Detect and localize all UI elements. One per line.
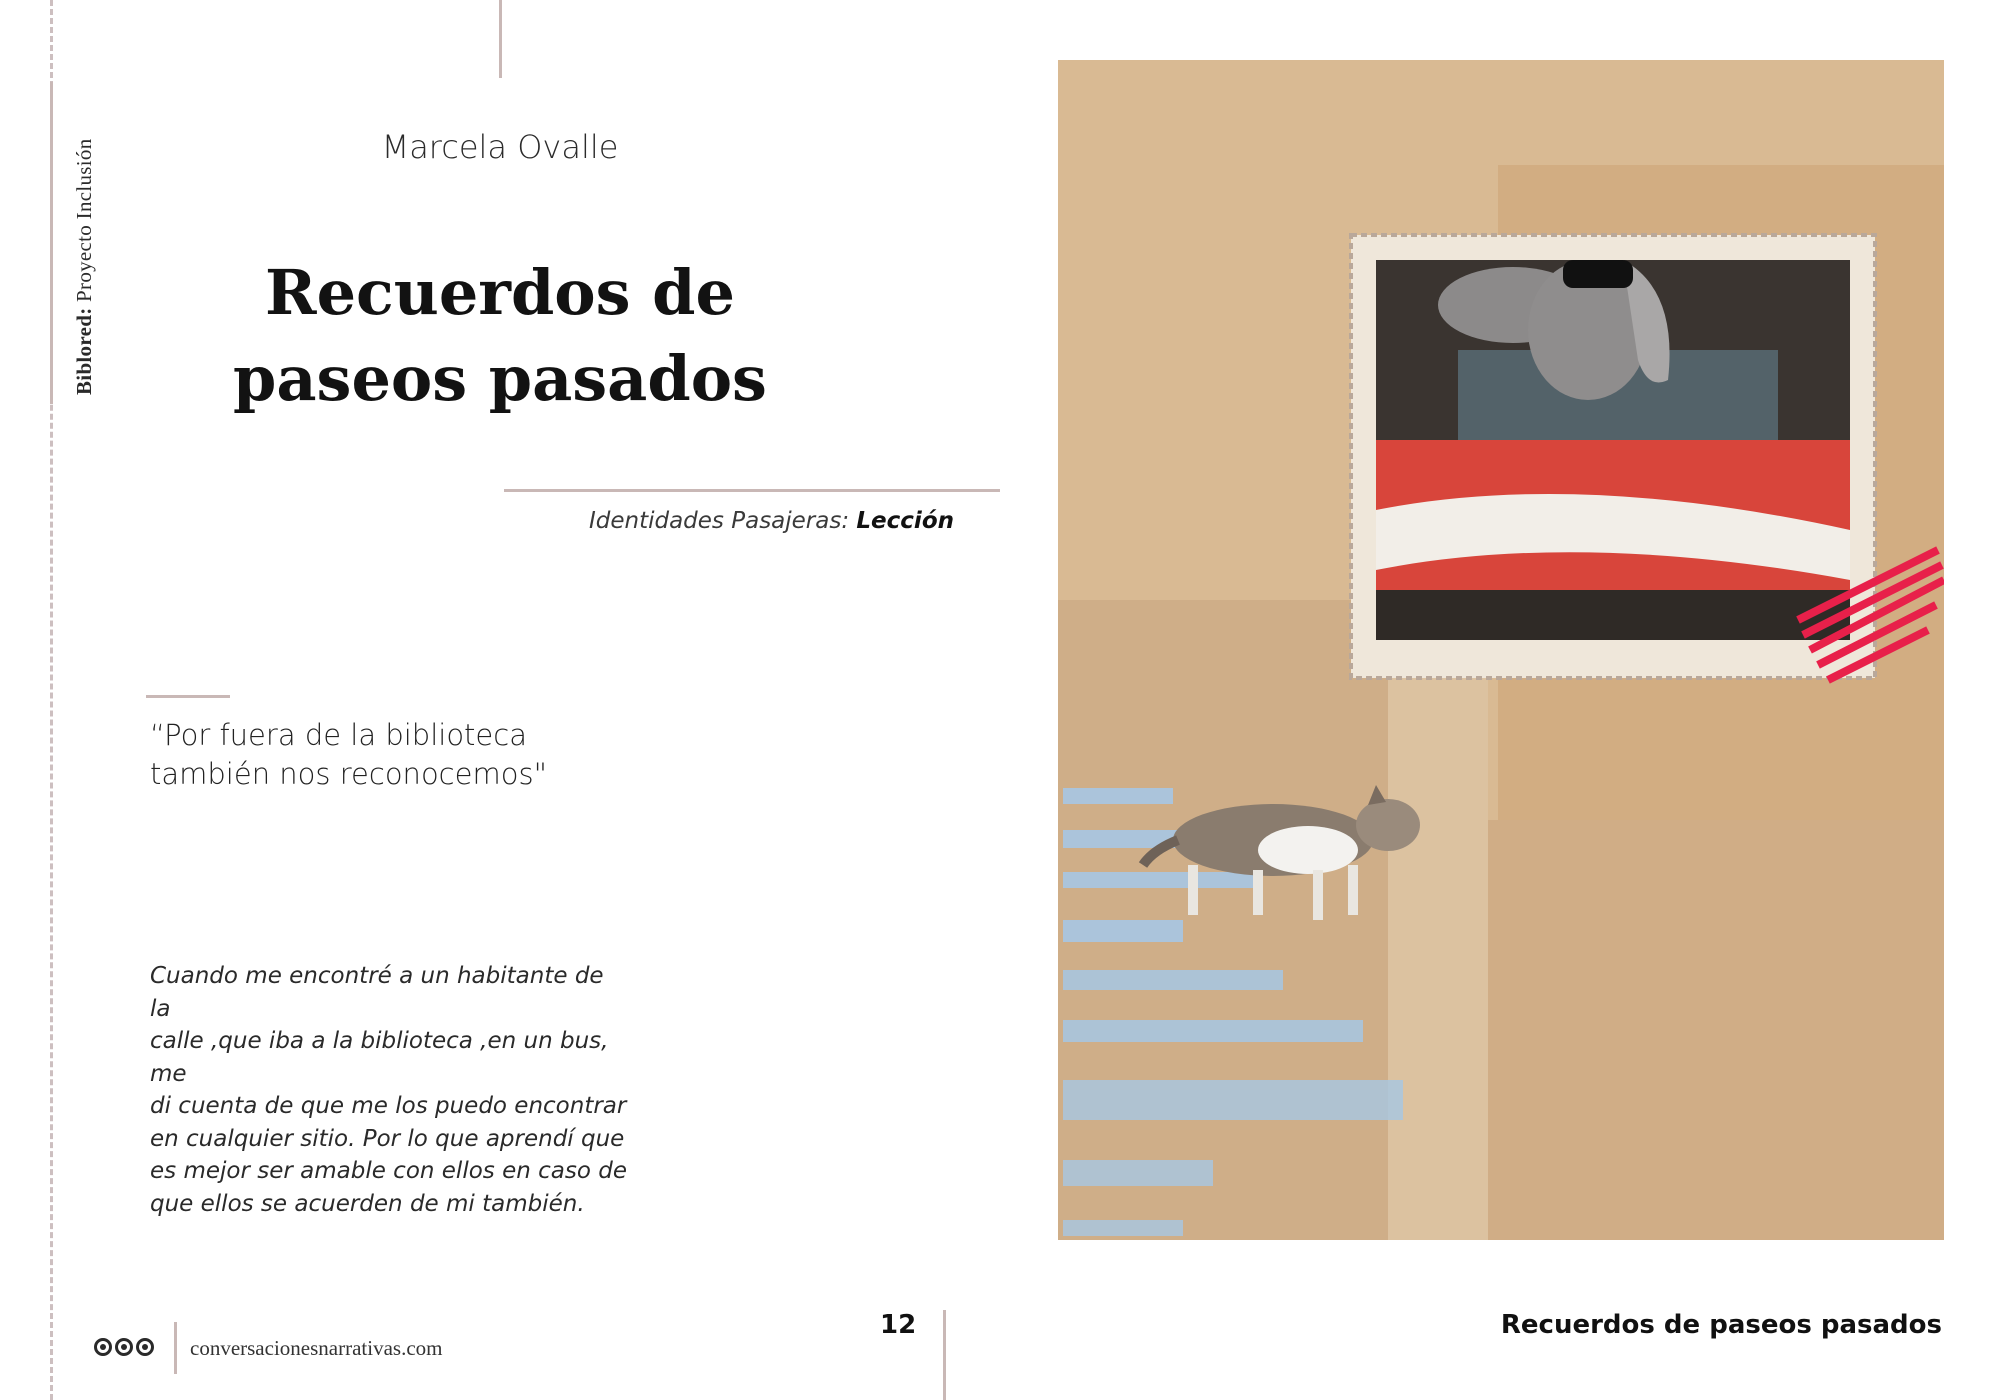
postage-stamp	[1351, 235, 1875, 678]
quote-rule	[146, 695, 230, 698]
body-paragraph	[150, 960, 630, 1220]
page-title	[190, 250, 810, 422]
body-line: calle ,que iba a la biblioteca ,en un bus, me	[150, 1028, 609, 1087]
side-label-bold: Biblored:	[72, 307, 96, 395]
by-icon	[115, 1338, 133, 1356]
pull-quote	[150, 716, 670, 794]
right-page	[1000, 0, 2000, 1400]
title-rule	[504, 489, 1000, 492]
body-line: di cuenta de que me los puedo encontrar	[150, 1093, 627, 1119]
body-line: Cuando me encontré a un habitante de la	[150, 963, 604, 1022]
author-name: Marcela Ovalle	[381, 128, 619, 166]
quote-line-1: “Por fuera de la biblioteca	[150, 718, 527, 752]
title-line-1: Recuerdos de	[265, 256, 735, 329]
footer-url[interactable]: conversacionesnarrativas.com	[190, 1336, 443, 1360]
collage-artwork	[1058, 60, 1944, 1240]
body-line: es mejor ser amable con ellos en caso de	[150, 1158, 627, 1184]
collage-illustration	[1058, 60, 1944, 1240]
quote-line-2: también nos reconocemos"	[150, 757, 547, 791]
page-number: 12	[880, 1310, 917, 1340]
wall-block-lower	[1478, 820, 1944, 1240]
page-number-rule	[943, 1310, 946, 1400]
running-title: Recuerdos de paseos pasados	[1500, 1310, 1942, 1340]
license-icons	[94, 1338, 154, 1356]
series-prefix: Identidades Pasajeras:	[588, 508, 850, 534]
side-label-rest: Proyecto Inclusión	[72, 138, 96, 302]
cc-icon	[94, 1338, 112, 1356]
top-rule	[499, 0, 502, 78]
body-line: en cualquier sitio. Por lo que aprendí que	[150, 1125, 625, 1152]
nc-icon	[136, 1338, 154, 1356]
title-line-2: paseos pasados	[233, 342, 767, 415]
pillar	[1388, 650, 1488, 1240]
body-line: que ellos se acuerden de mi también.	[150, 1190, 585, 1217]
series-line	[589, 508, 954, 534]
series-lesson: Lección	[856, 508, 954, 534]
side-rule	[50, 82, 53, 404]
footer-separator	[174, 1322, 177, 1374]
